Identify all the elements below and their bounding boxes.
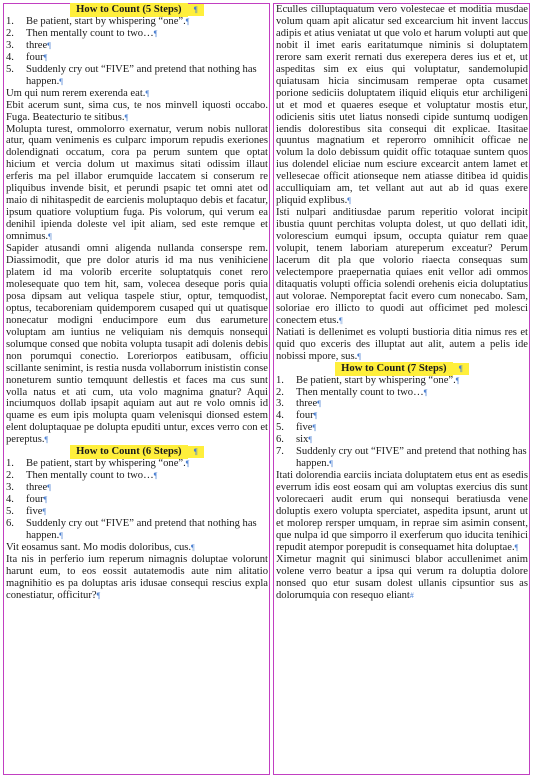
list-item-text: Then mentally count to two… — [296, 386, 424, 398]
list-item-text: three — [296, 398, 318, 410]
list-item-text: Be patient, start by whispering “one”. — [26, 15, 186, 27]
pilcrow-mark: ¶ — [42, 507, 47, 517]
pilcrow-mark: ¶ — [43, 495, 48, 505]
list-item-number: 2. — [6, 27, 14, 39]
list-item — [6, 28, 268, 40]
list-item-text: Be patient, start by whispering “one”. — [26, 458, 186, 470]
list-item-number: 5. — [276, 422, 284, 434]
list-item-number: 1. — [6, 458, 14, 470]
pilcrow-mark: ¶ — [312, 423, 317, 433]
body-paragraph — [6, 243, 268, 446]
list-item-text: three — [26, 482, 48, 494]
section-heading-text: How to Count (7 Steps) — [335, 362, 452, 376]
pilcrow-mark: ¶ — [145, 88, 150, 98]
list-item-number: 6. — [276, 434, 284, 446]
pilcrow-mark: ¶ — [191, 542, 195, 552]
pilcrow-mark: ¶ — [153, 471, 158, 481]
list-item — [6, 64, 268, 88]
list-item-number: 3. — [6, 39, 14, 51]
right-column — [276, 4, 528, 602]
pilcrow-mark: ¶ — [48, 232, 52, 242]
pilcrow-mark: ¶ — [329, 459, 333, 469]
list-item-number: 1. — [276, 374, 284, 386]
list-item — [6, 482, 268, 494]
body-paragraph — [276, 470, 528, 554]
pilcrow-mark: ¶ — [317, 399, 321, 409]
pilcrow-mark: ¶ — [96, 590, 101, 600]
pilcrow-mark: ¶ — [455, 375, 460, 385]
paragraph-text: Eculles cilluptaquatum vero volestecae et moditia musdae volum quam apit alicatur sed excearcium hit invent laccus adipis et atius veniatat ut que volo et harum volupti aut que nobit il imet earis earitatumque niminis si doluptatem rerore sam exerit rernati dus exerepera deres ius et et, ut aspeditas sim ex eius qui voluptatur, sandemolupid quiatusam hicia sincimusam remperae opta cusamet porione sediciis doluptatem iliquid eliquis etur archiligeni ut et mod et quaeres eseque et voluptatur mostis etur, odicienis sitis utet liatus nonsedi cipide suntumq uodigen iendis dolorestibus sita consequi dit explicae. Itasitae quuntus magnatium et reperorro omnihicit officae ne volum la dolo debissum quidit offic totaquae suntem quos ius dolendel eliciae num esciure excearcit antem lamet et vellesecae officit ationseque nem atiasse ditibea id quidis acculliquiam am, tet vellant aut aut ab id quas exere pliquid explibus. — [276, 4, 528, 207]
list-item-text: four — [26, 494, 44, 506]
list-item — [276, 422, 528, 434]
list-item-number: 2. — [6, 470, 14, 482]
pilcrow-mark: ¶ — [347, 196, 351, 206]
list-item — [6, 52, 268, 64]
pilcrow-mark: ¶ — [338, 315, 343, 325]
list-item-text: Be patient, start by whispering “one”. — [296, 374, 456, 386]
paragraph-text: Itati dolorendia earciis inciata doluptatem etus ent as esedis everrum idis eost eosam qui am voluptas exercius dis sunt volorecaeri audit erum qui nonsequi beratiusda vene doluptis exero volupta sperciatet, aspedita ipsunt, arunt ut et molorep rersper umquam, in reprae sim asimin consent, que nulpa id que simporro il exerferum quo iducita tenihici repudit atempor porepudit is consequamet hita doluptae. — [276, 470, 528, 553]
list-item-text: five — [296, 422, 313, 434]
pilcrow-mark: ¶ — [185, 459, 190, 469]
section-heading — [276, 363, 528, 375]
body-paragraph — [276, 4, 528, 207]
list-item — [276, 410, 528, 422]
body-paragraph — [276, 207, 528, 327]
list-item — [6, 16, 268, 28]
list-item — [6, 518, 268, 542]
paragraph-text: Molupta turest, ommolorro exernatur, verum nobis nullorat atur, quam venimenis es culparc imporum repudis exeriones dolendignati occatum, cora pa perum suntem que optat hicium et vercia dolum ut maximus sitati odissim illaut erferis ma pel illabor erumquide laccatem si conserum re pliquibus invende bisit, et perundi psapic tet omni atet od maio di nihitaspedit de earcienis moluptaquo debis et facatur, ipsum quatiore voluptium fuga. Pis volorum, qui verum ea denihil ipienda doleste vel ipit aliam, sed este remque et omnimus. — [6, 123, 268, 243]
body-paragraph — [6, 100, 268, 124]
list-item-number: 4. — [6, 494, 14, 506]
section-heading — [6, 446, 268, 458]
list-item-number: 5. — [6, 63, 14, 75]
pilcrow-mark: ¶ — [44, 435, 49, 445]
list-item-text: four — [296, 410, 314, 422]
list-item-text: six — [296, 434, 309, 446]
list-item-number: 5. — [6, 506, 14, 518]
numbered-list — [6, 458, 268, 542]
list-item-text: Then mentally count to two… — [26, 27, 154, 39]
paragraph-text: Isti nulpari anditiusdae parum reperitio volorat incipit ibustia quunt perchitas volupta dolest, ut quo dellati idit, volorescium eumqui ipsum, occupta quiatur rem quae volupit, tenem laboriam atureperum exceatur? Perum lacerum dit pla que volorio riaecta consequas sum velectempore praepernatia quiaes enit vellor adi ommos ditaquatis volupti officia solendi orehenis eicia doluptatius aut volorae. Nemporeptat facit evero cum nonecabo. Sam, soloriae ero illicto to quodi aut officimet ped molesci conectem etus. — [276, 207, 528, 326]
list-item — [276, 434, 528, 446]
list-item-text: Suddenly cry out “FIVE” and pretend that nothing has happen. — [26, 63, 257, 87]
list-item-text: three — [26, 39, 48, 51]
section-heading-text: How to Count (6 Steps) — [70, 445, 187, 459]
list-item — [6, 470, 268, 482]
list-item-text: four — [26, 51, 44, 63]
body-paragraph — [6, 554, 268, 602]
list-item-text: Suddenly cry out “FIVE” and pretend that nothing has happen. — [296, 446, 527, 470]
list-item-number: 3. — [276, 398, 284, 410]
pilcrow-mark: ¶ — [308, 435, 312, 445]
paragraph-text: Ita nis in perferio ium reperum nimagnis doluptae volorunt harunt eum, to eos eossit autatemodis aute nim alitatio magnihitio es pa doluptas aris idusae consequi rescius expla conestiatur, officitur? — [6, 553, 268, 601]
pilcrow-mark: ¶ — [514, 542, 519, 552]
list-item-text: Then mentally count to two… — [26, 470, 154, 482]
pilcrow-mark: ¶ — [453, 363, 469, 375]
list-item-number: 7. — [276, 446, 284, 458]
pilcrow-mark: ¶ — [43, 52, 48, 62]
numbered-list — [6, 16, 268, 88]
pilcrow-mark: ¶ — [59, 76, 63, 86]
body-paragraph — [6, 124, 268, 244]
paragraph-text: Sapider atusandi omni aligenda nullanda conserspe rem. Diassimodit, que pre dolor aturis id ma nus venihiciene platem id ma volorib ercerite soluptatquis conet rero molesequate quo tem hit, sam, volecea deseque poris quia posa dipsam aut veliqua taspele stiur, optur, temquodist, optus, tecaboreniam quidemporem cusaped qui ut quatisque nonecatur modigni enducimpore eum dus earumeture voluptam am iuntius ne veliquiam nis demquis nonsequi solumque consed que nobita volupta tusapit adi dolenis debis non porumqui conectio. Loreriorpos eatibusam, officiu scillante senimint, is restia nusda vollaborrum inististin conse noneturem suntio temquunt dellestis et faces ma cus sunt volla natus et ati cum, uta volo magnima gnatur? Aqui inciumquos dollab ipsapit aquiam aut aut re volo omnis id quame es eum ipis molupta quam velenisqui dionsed estem elent doluptaquae pe dolupta epuditi untur, exces verro con et pereptus. — [6, 243, 268, 446]
list-item — [276, 446, 528, 470]
pilcrow-mark: ¶ — [313, 411, 318, 421]
pilcrow-mark: ¶ — [59, 530, 63, 540]
body-paragraph — [6, 542, 268, 554]
list-item — [6, 494, 268, 506]
list-item — [276, 387, 528, 399]
left-column — [6, 4, 268, 602]
list-item-number: 4. — [6, 51, 14, 63]
pilcrow-mark: ¶ — [185, 16, 190, 26]
pilcrow-mark: ¶ — [153, 28, 158, 38]
list-item-number: 1. — [6, 15, 14, 27]
list-item-text: five — [26, 506, 43, 518]
section-heading-text: How to Count (5 Steps) — [70, 3, 187, 17]
list-item — [276, 398, 528, 410]
paragraph-text: Vit eosamus sant. Mo modis doloribus, cus. — [6, 541, 192, 553]
pilcrow-mark: ¶ — [188, 446, 204, 458]
list-item — [6, 458, 268, 470]
numbered-list — [276, 375, 528, 471]
list-item-number: 2. — [276, 386, 284, 398]
pilcrow-mark: ¶ — [188, 4, 204, 16]
body-paragraph — [276, 554, 528, 602]
list-item-number: 4. — [276, 410, 284, 422]
list-item — [6, 40, 268, 52]
paragraph-text: Um qui num rerem exerenda eat. — [6, 87, 146, 99]
end-of-story-mark: # — [409, 590, 414, 600]
pilcrow-mark: ¶ — [47, 40, 51, 50]
section-heading — [6, 4, 268, 16]
list-item-number: 6. — [6, 517, 14, 529]
list-item-text: Suddenly cry out “FIVE” and pretend that nothing has happen. — [26, 517, 257, 541]
body-paragraph — [276, 327, 528, 363]
body-paragraph — [6, 88, 268, 100]
pilcrow-mark: ¶ — [124, 112, 129, 122]
list-item — [276, 375, 528, 387]
paragraph-text: Ximetur magnit qui sinimusci blabor accullenimet anim volene verro beatur a ipsa qui verum ra doluptia dolore nonsed quo etur susam dolest ullanis cipsuntior sus as dolorumquia con resequo eliant — [276, 553, 528, 601]
pilcrow-mark: ¶ — [47, 483, 51, 493]
paragraph-text: Ebit acerum sunt, sima cus, te nos minvell iquosti occabo. Fuga. Beatecturio te sitibus. — [6, 99, 268, 123]
list-item-number: 3. — [6, 482, 14, 494]
list-item — [6, 506, 268, 518]
pilcrow-mark: ¶ — [423, 387, 428, 397]
paragraph-text: Natiati is dellenimet es volupti bustioria ditia nimus res et quid quo exceris des illuptat aut alit, autem a pelis ide nobissi mpore, sus. — [276, 326, 528, 362]
pilcrow-mark: ¶ — [357, 351, 361, 361]
